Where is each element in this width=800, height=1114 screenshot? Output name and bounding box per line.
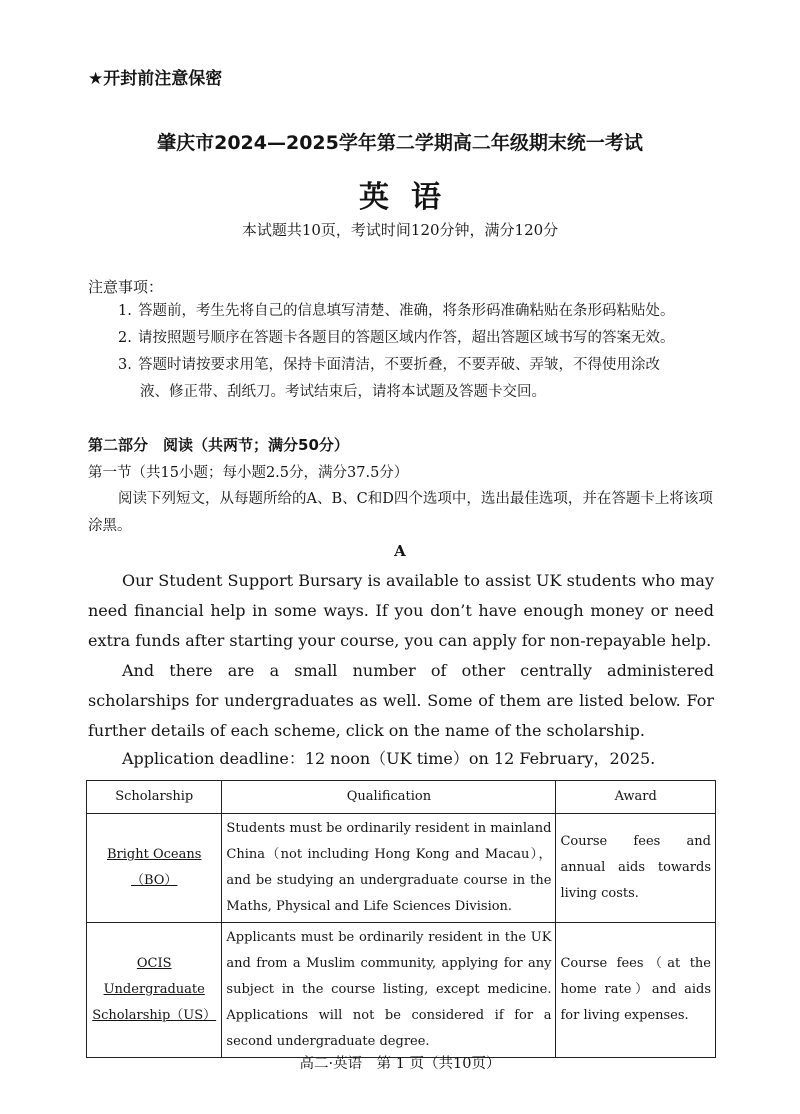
scholarship-table (86, 780, 716, 1058)
part-heading: 第二部分 阅读（共两节；满分50分） (88, 436, 349, 454)
passage-letter: A (394, 542, 406, 560)
exam-info: 本试题共10页，考试时间120分钟，满分120分 (241, 221, 559, 239)
note-text: 答题前，考生先将自己的信息填写清楚、准确，将条形码准确粘贴在条形码粘贴处。 (138, 303, 675, 319)
exam-title: 肇庆市2024—2025学年第二学期高二年级期末统一考试 (157, 132, 643, 154)
application-deadline: Application deadline：12 noon（UK time）on 12 February，2025. (122, 749, 656, 768)
award-cell: Course fees and annual aids towards living costs. (556, 814, 716, 923)
passage-body (88, 566, 714, 746)
passage-paragraph-1: Our Student Support Bursary is available to assist UK students who may need financial help in some ways. If you don’t have enough money or need extra funds after starting your course, you can apply for non-repayable help. (88, 571, 714, 650)
confidential-notice: ★开封前注意保密 (88, 69, 223, 89)
scholarship-link-bo[interactable]: Bright Oceans（BO） (107, 847, 202, 888)
scholarship-name-cell (87, 923, 222, 1058)
note-text-continuation: 液、修正带、刮纸刀。考试结束后，请将本试题及答题卡交回。 (140, 384, 546, 400)
reading-instructions: 阅读下列短文，从每题所给的A、B、C和D四个选项中，选出最佳选项，并在答题卡上将该项涂黑。 (88, 491, 713, 534)
passage-paragraph-2: And there are a small number of other centrally administered scholarships for undergraduates as well. Some of them are listed below. For further details of each scheme, click on the name of the scholarship. (88, 661, 714, 740)
table-row (87, 923, 716, 1058)
note-item-2 (118, 325, 675, 352)
page-footer: 高二·英语 第 1 页（共10页） (299, 1056, 501, 1072)
note-number: 2. (118, 330, 132, 346)
scholarship-link-us[interactable]: OCIS Undergraduate Scholarship（US） (92, 956, 217, 1023)
section-heading: 第一节（共15小题；每小题2.5分，满分37.5分） (88, 465, 409, 481)
note-item-3 (118, 352, 718, 406)
note-text: 请按照题号顺序在答题卡各题目的答题区域内作答，超出答题区域书写的答案无效。 (138, 330, 675, 346)
qualification-cell: Students must be ordinarily resident in mainland China（not including Hong Kong and Macau），and be studying an undergraduate course in the Maths, Physical and Life Sciences Division. (222, 814, 556, 923)
header-award: Award (556, 781, 716, 814)
header-qualification: Qualification (222, 781, 556, 814)
table-row (87, 814, 716, 923)
table-header-row (87, 781, 716, 814)
note-number: 3. (118, 357, 132, 373)
note-text: 答题时请按要求用笔，保持卡面清洁，不要折叠，不要弄破、弄皱，不得使用涂改 (138, 357, 660, 373)
subject-title: 英语 (359, 180, 463, 215)
award-cell: Course fees（at the home rate）and aids for living expenses. (556, 923, 716, 1058)
notes-heading: 注意事项： (88, 278, 164, 296)
qualification-cell: Applicants must be ordinarily resident in the UK and from a Muslim community, applying for any subject in the course listing, except medicine. Applications will not be considered if for a second undergraduate degree. (222, 923, 556, 1058)
header-scholarship: Scholarship (87, 781, 222, 814)
note-item-1 (118, 298, 675, 325)
scholarship-name-cell (87, 814, 222, 923)
note-number: 1. (118, 303, 132, 319)
